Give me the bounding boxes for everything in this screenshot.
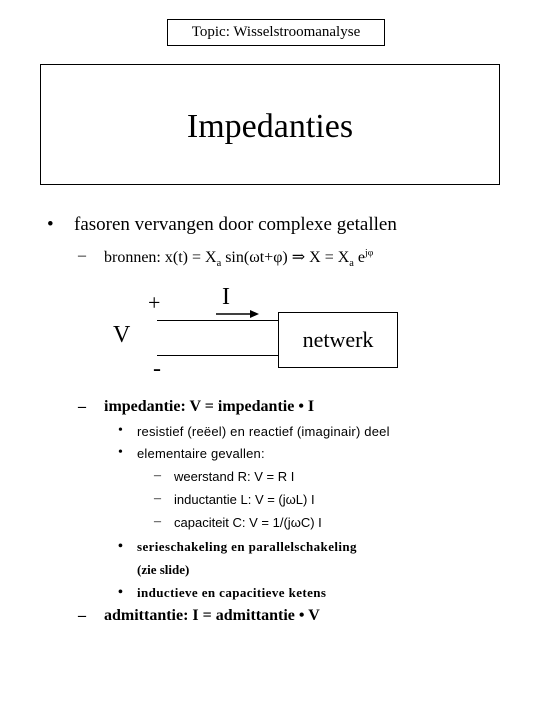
dash-marker: – [78, 398, 86, 415]
item-zie-slide: (zie slide) [137, 562, 190, 577]
case-capaciteit: capaciteit C: V = 1/(jωC) I [174, 515, 322, 530]
case-weerstand: weerstand R: V = R I [174, 469, 295, 484]
item-elementaire: elementaire gevallen: [137, 446, 265, 461]
current-label: I [222, 284, 230, 310]
bronnen-mid: sin(ωt+φ) ⇒ X = X [221, 249, 350, 266]
dash-marker: – [78, 247, 86, 264]
bullet-marker: • [118, 423, 123, 438]
dash-marker: – [154, 514, 161, 529]
item-serieschakeling: serieschakeling en parallelschakeling [137, 539, 357, 554]
bronnen-prefix: bronnen: x(t) = X [104, 249, 217, 266]
top-wire [157, 320, 278, 321]
plus-sign: + [148, 290, 161, 315]
topic-label: Topic: Wisselstroomanalyse [167, 19, 385, 46]
slide-title-box [40, 64, 500, 185]
network-label: netwerk [302, 327, 374, 352]
bullet-marker: • [118, 585, 123, 600]
current-arrow-icon [214, 309, 260, 319]
case-inductantie: inductantie L: V = (jωL) I [174, 492, 315, 507]
bronnen-mid2: e [353, 249, 366, 266]
sub-bronnen [104, 247, 373, 269]
slide-title: Impedanties [186, 107, 354, 145]
sub-a-2: a [349, 258, 354, 270]
exp-j-phi: jφ [365, 247, 374, 259]
dash-marker: – [78, 607, 86, 624]
bullet-marker: • [118, 445, 123, 460]
bullet-fasoren: fasoren vervangen door complexe getallen [74, 214, 397, 235]
bullet-marker: • [118, 539, 123, 554]
minus-sign: - [153, 356, 161, 382]
voltage-label: V [113, 322, 131, 348]
dash-marker: – [154, 491, 161, 506]
sub-admittantie: admittantie: I = admittantie • V [104, 607, 320, 624]
sub-impedantie: impedantie: V = impedantie • I [104, 398, 315, 415]
dash-marker: – [154, 468, 161, 483]
item-inductieve: inductieve en capacitieve ketens [137, 585, 327, 600]
bullet-marker: • [47, 214, 54, 235]
bottom-wire [157, 355, 278, 356]
item-resistief: resistief (reëel) en reactief (imaginair) deel [137, 424, 390, 439]
network-box [278, 312, 398, 368]
sub-a: a [216, 258, 222, 270]
